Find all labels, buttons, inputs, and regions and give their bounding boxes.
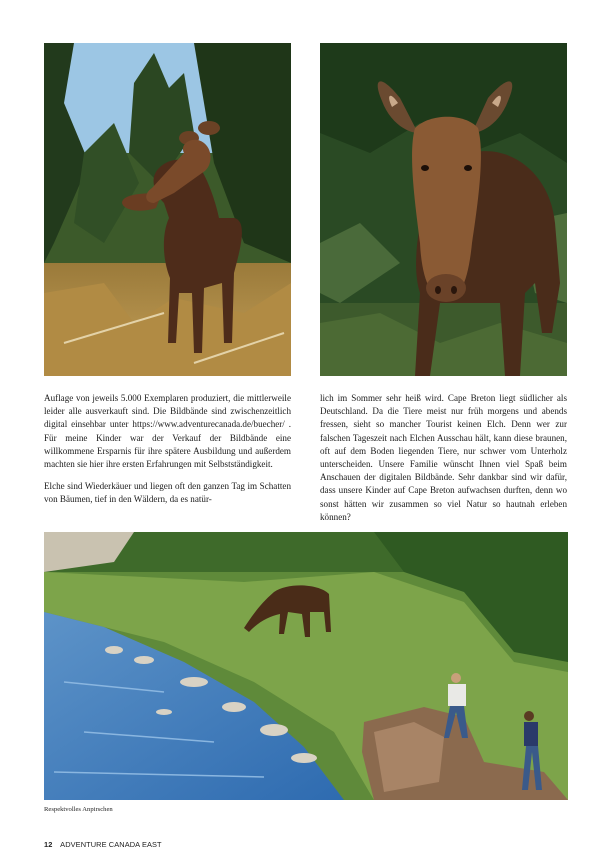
- photo-moose-closeup: [320, 43, 567, 376]
- photo-moose-forest: [44, 43, 291, 376]
- article-paragraph: Auflage von jeweils 5.000 Exemplaren produziert, die mittlerweile leider alle ausverkauft sind. Die Bildbände sind zwischenzeitlich digital einsehbar unter https://www.adventurecanada.de/buecher/ . Für meine Kinder war der Verkauf der Bildbände eine willkommene Ersparnis für ihre spätere Ausbildung und außerdem machten sie hier ihre ersten Erfahrungen mit Selbstständigkeit.: [44, 393, 291, 470]
- article-column-left: [44, 392, 291, 516]
- photo-river-moose: [44, 532, 568, 800]
- article-paragraph: Elche sind Wiederkäuer und liegen oft den ganzen Tag im Schatten von Bäumen, tief in den Wäldern, da es natür-: [44, 481, 291, 505]
- article-column-right: [320, 392, 567, 533]
- magazine-title: ADVENTURE CANADA EAST: [60, 840, 162, 849]
- article-paragraph: lich im Sommer sehr heiß wird. Cape Breton liegt südlicher als Deutschland. Da die Tiere meist nur früh morgens und abends fressen, sieht so mancher Tourist keinen Elch. Denn wer zur falschen Tageszeit nach Elchen Ausschau hält, kann diese braunen, oft auf dem Boden liegenden Tiere, nur schwer vom Unterholz unterscheiden. Unsere Familie wünscht Ihnen viel Spaß beim Anschauen der digitalen Bildbände. Sehr dankbar sind wir dafür, dass unsere Kinder auf Cape Breton aufwachsen durften, denn wo sonst hätten wir zusammen so viel Natur so hautnah erleben können?: [320, 393, 567, 522]
- photo-caption: Respektvolles Anpirschen: [44, 806, 113, 813]
- page-footer: [44, 840, 162, 849]
- page-number: 12: [44, 840, 53, 849]
